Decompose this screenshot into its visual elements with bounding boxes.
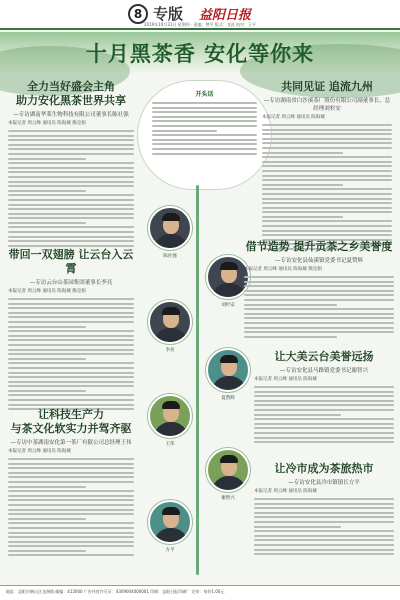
text-line xyxy=(254,423,394,425)
text-line xyxy=(244,294,394,296)
article-byline: 本报记者 周云峰 通讯员 陈海城 xyxy=(254,377,317,382)
article-body xyxy=(8,458,134,556)
paper-logo: 益阳日报 xyxy=(199,8,252,23)
text-line xyxy=(244,317,394,319)
text-line xyxy=(8,472,134,474)
text-line xyxy=(254,409,394,411)
text-line xyxy=(152,143,257,145)
text-line xyxy=(262,230,392,232)
text-line xyxy=(254,553,394,555)
text-line xyxy=(8,550,86,552)
text-line xyxy=(8,148,134,150)
intro-tag: 开头话 xyxy=(195,91,214,98)
text-line xyxy=(8,344,134,346)
text-line xyxy=(254,503,394,505)
text-line xyxy=(8,509,134,511)
text-line xyxy=(8,385,134,387)
text-line xyxy=(254,418,394,420)
article-body xyxy=(244,276,394,338)
text-line xyxy=(244,331,394,333)
text-line xyxy=(8,367,134,369)
article-body xyxy=(254,386,394,443)
text-line xyxy=(8,130,134,132)
text-line xyxy=(262,211,392,213)
text-line xyxy=(152,148,257,150)
portrait-caption: 陈社强 xyxy=(163,254,177,259)
text-line xyxy=(8,144,134,146)
text-line xyxy=(8,153,134,155)
text-line xyxy=(244,336,337,338)
text-line xyxy=(262,184,343,186)
text-line xyxy=(8,362,134,364)
text-line xyxy=(244,327,394,329)
text-line xyxy=(8,185,134,187)
portrait-photo xyxy=(206,348,250,392)
text-line xyxy=(8,522,134,524)
article-7 xyxy=(254,462,394,558)
text-line xyxy=(8,208,134,210)
text-line xyxy=(254,391,394,393)
text-line xyxy=(254,400,394,402)
text-line xyxy=(8,518,86,520)
text-line xyxy=(262,170,392,172)
portrait-caption: 夏赞辉 xyxy=(221,396,235,401)
article-5 xyxy=(244,240,394,340)
section-name: 专版 xyxy=(153,5,184,23)
text-line xyxy=(8,158,86,160)
text-line xyxy=(8,181,134,183)
page-headline: 十月黑茶香 安化等你来 xyxy=(85,41,315,66)
text-line xyxy=(8,213,134,215)
text-line xyxy=(8,463,134,465)
text-line xyxy=(254,549,394,551)
text-line xyxy=(8,390,86,392)
text-line xyxy=(262,142,392,144)
text-line xyxy=(8,504,134,506)
text-line xyxy=(8,376,134,378)
text-line xyxy=(8,312,134,314)
text-line xyxy=(8,467,134,469)
article-body xyxy=(8,130,134,247)
text-line xyxy=(254,507,394,509)
page-number: 8 xyxy=(128,4,148,24)
article-body xyxy=(262,124,392,250)
text-line xyxy=(8,171,134,173)
text-line xyxy=(8,536,134,538)
text-line xyxy=(244,276,394,278)
text-line xyxy=(8,298,134,300)
text-line xyxy=(8,541,134,543)
portrait-photo xyxy=(148,500,192,544)
text-line xyxy=(254,544,394,546)
text-line xyxy=(262,152,343,154)
text-line xyxy=(244,281,394,283)
text-line xyxy=(152,139,257,141)
text-line xyxy=(8,135,134,137)
article-subtitle: —专访安化县马路镇党委书记谢智兴 xyxy=(279,368,368,374)
text-line xyxy=(8,307,134,309)
article-byline: 本报记者 周云峰 通讯员 陈海城 xyxy=(262,115,325,120)
masthead xyxy=(0,0,400,30)
article-title: 全力当好盛会主角 助力安化黑茶世界共享 xyxy=(16,80,126,107)
text-line xyxy=(8,353,134,355)
text-line xyxy=(152,130,217,132)
article-subtitle: —专访安化县冷市镇镇长方平 xyxy=(288,480,360,486)
text-line xyxy=(262,165,392,167)
text-line xyxy=(262,179,392,181)
text-line xyxy=(254,427,394,429)
text-line xyxy=(244,290,394,292)
article-body xyxy=(254,498,394,555)
text-line xyxy=(8,527,134,529)
text-line xyxy=(8,326,86,328)
article-subtitle: —专访湖南省白沙溪茶厂股份有限公司副董事长、总经理刘杉安 xyxy=(263,98,391,112)
text-line xyxy=(262,161,392,163)
portrait-caption: 王伟 xyxy=(165,442,175,447)
text-line xyxy=(8,316,134,318)
text-line xyxy=(8,176,134,178)
text-line xyxy=(152,111,257,113)
text-line xyxy=(262,175,392,177)
text-line xyxy=(254,512,394,514)
text-line xyxy=(262,225,392,227)
article-title: 共同见证 追流九州 xyxy=(281,80,373,93)
page-footer: 地址：益阳市赫山区龙洲路 邮编：413000 广告经营许可证：4309004000001 印刷：益阳日报印刷厂 定价：每份1.00元 xyxy=(0,585,400,600)
article-subtitle: —专访湖南华莱生物科技有限公司董事长陈社强 xyxy=(13,112,129,118)
text-line xyxy=(254,404,394,406)
text-line xyxy=(8,490,134,492)
intro-body xyxy=(152,102,257,155)
text-line xyxy=(8,204,134,206)
text-line xyxy=(254,441,394,443)
text-line xyxy=(152,125,257,127)
article-title: 让大美云台美誉远扬 xyxy=(274,350,374,363)
text-line xyxy=(8,404,134,406)
text-line xyxy=(254,521,394,523)
text-line xyxy=(8,339,134,341)
text-line xyxy=(8,499,134,501)
text-line xyxy=(262,202,392,204)
text-line xyxy=(262,216,343,218)
article-title: 带回一双翅膀 让云台入云霄 xyxy=(8,248,134,275)
text-line xyxy=(254,395,394,397)
text-line xyxy=(8,358,86,360)
text-line xyxy=(8,532,134,534)
text-line xyxy=(8,139,134,141)
text-line xyxy=(262,133,392,135)
article-title: 让科技生产力 与茶文化软实力并驾齐驱 xyxy=(10,408,132,435)
portrait-photo xyxy=(148,206,192,250)
portrait-photo xyxy=(148,300,192,344)
text-line xyxy=(152,116,257,118)
article-subtitle: —专访安化县仙溪镇党委书记夏赞辉 xyxy=(274,258,363,264)
text-line xyxy=(152,107,257,109)
text-line xyxy=(8,199,134,201)
text-line xyxy=(8,167,134,169)
text-line xyxy=(254,539,394,541)
text-line xyxy=(8,240,134,242)
text-line xyxy=(254,498,394,500)
text-line xyxy=(8,321,134,323)
text-line xyxy=(8,330,134,332)
portrait-caption: 谢智兴 xyxy=(221,496,235,501)
text-line xyxy=(254,386,394,388)
article-title: 借节造势 提升贡茶之乡美誉度 xyxy=(245,240,393,253)
text-line xyxy=(152,120,257,122)
text-line xyxy=(254,535,394,537)
text-line xyxy=(8,554,134,556)
text-line xyxy=(8,394,134,396)
article-byline: 本报记者 周云峰 通讯员 陈海城 xyxy=(254,489,317,494)
tea-vine xyxy=(196,185,199,575)
portrait-caption: 李亮 xyxy=(165,348,175,353)
text-line xyxy=(262,220,392,222)
text-line xyxy=(8,231,134,233)
text-line xyxy=(262,147,392,149)
text-line xyxy=(254,432,394,434)
text-line xyxy=(254,437,394,439)
text-line xyxy=(8,481,134,483)
text-line xyxy=(8,545,134,547)
article-byline: 本报记者 周云峰 通讯员 陈海城 熊克娟 xyxy=(8,121,86,126)
text-line xyxy=(254,414,341,416)
text-line xyxy=(8,162,134,164)
article-byline: 本报记者 周云峰 通讯员 陈海城 熊克娟 xyxy=(8,289,86,294)
article-subtitle: —专访云台山茶园集团董事长李亮 xyxy=(29,280,113,286)
text-line xyxy=(244,299,394,301)
text-line xyxy=(262,124,392,126)
text-line xyxy=(8,458,134,460)
text-line xyxy=(262,188,392,190)
text-line xyxy=(254,526,341,528)
article-6 xyxy=(254,350,394,446)
text-line xyxy=(262,138,392,140)
text-line xyxy=(244,304,337,306)
text-line xyxy=(8,381,134,383)
text-line xyxy=(8,222,86,224)
text-line xyxy=(254,516,394,518)
article-body xyxy=(8,298,134,410)
text-line xyxy=(8,399,134,401)
text-line xyxy=(152,102,257,104)
portrait-caption: 方平 xyxy=(165,548,175,553)
text-line xyxy=(8,217,134,219)
text-line xyxy=(8,190,86,192)
text-line xyxy=(244,308,394,310)
text-line xyxy=(152,134,257,136)
text-line xyxy=(8,486,86,488)
article-title: 让冷市成为茶旅热市 xyxy=(274,462,374,475)
article-4 xyxy=(262,80,392,253)
text-line xyxy=(8,372,134,374)
text-line xyxy=(8,335,134,337)
issue-line: 2019年10月31日 星期四 · 责编：曾平 版式：龙再 校对：王平 xyxy=(144,22,256,27)
text-line xyxy=(262,129,392,131)
article-subtitle: —专访中茶湖南安化第一茶厂有限公司总经理王伟 xyxy=(10,440,132,446)
article-byline: 本报记者 周云峰 通讯员 陈海城 xyxy=(8,449,71,454)
text-line xyxy=(262,198,392,200)
portrait-photo xyxy=(148,394,192,438)
text-line xyxy=(8,245,134,247)
text-line xyxy=(8,236,134,238)
text-line xyxy=(262,207,392,209)
text-line xyxy=(244,322,394,324)
text-line xyxy=(8,303,134,305)
text-line xyxy=(262,156,392,158)
text-line xyxy=(244,313,394,315)
text-line xyxy=(244,285,394,287)
text-line xyxy=(8,513,134,515)
text-line xyxy=(8,495,134,497)
text-line xyxy=(262,193,392,195)
text-line xyxy=(254,530,394,532)
portrait-photo xyxy=(206,448,250,492)
text-line xyxy=(262,234,392,236)
portrait-caption: 刘杉安 xyxy=(221,303,235,308)
text-line xyxy=(8,226,134,228)
text-line xyxy=(8,194,134,196)
article-3 xyxy=(8,408,134,559)
article-byline: 本报记者 周云峰 通讯员 陈海城 熊克娟 xyxy=(244,267,322,272)
article-1 xyxy=(8,80,134,249)
text-line xyxy=(8,476,134,478)
article-2 xyxy=(8,248,134,413)
text-line xyxy=(8,349,134,351)
intro-box xyxy=(137,80,272,190)
text-line xyxy=(152,153,257,155)
